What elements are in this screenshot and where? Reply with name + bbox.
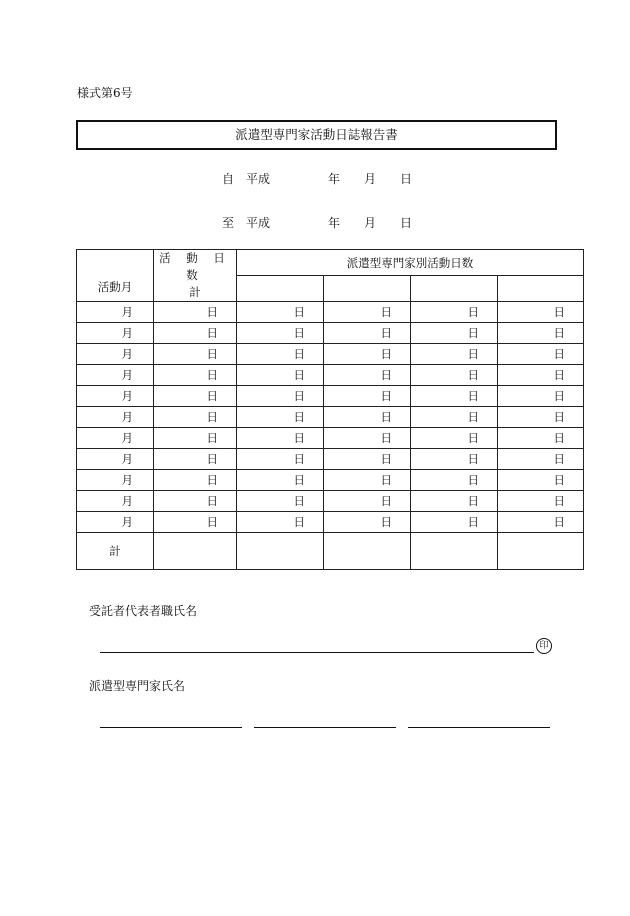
- period-from: [222, 170, 422, 186]
- expert-name-cell-1[interactable]: [237, 276, 324, 302]
- month-cell[interactable]: 月: [77, 365, 154, 386]
- expert-days-cell[interactable]: 日: [498, 449, 584, 470]
- expert-days-cell[interactable]: 日: [324, 491, 411, 512]
- expert-days-cell[interactable]: 日: [324, 512, 411, 533]
- expert-total-cell[interactable]: [237, 533, 324, 570]
- expert-days-cell[interactable]: 日: [324, 449, 411, 470]
- expert-days-cell[interactable]: 日: [498, 386, 584, 407]
- month-cell[interactable]: 月: [77, 407, 154, 428]
- table-row: [77, 512, 584, 533]
- expert-total-cell[interactable]: [324, 533, 411, 570]
- expert-name-cell-4[interactable]: [498, 276, 584, 302]
- total-days-cell[interactable]: 日: [154, 302, 237, 323]
- period-to-year-unit: 年: [328, 216, 341, 230]
- month-cell[interactable]: 月: [77, 344, 154, 365]
- period-from-day-unit: 日: [400, 172, 413, 186]
- expert-days-cell[interactable]: 日: [498, 512, 584, 533]
- table-row: [77, 407, 584, 428]
- expert-days-cell[interactable]: 日: [498, 407, 584, 428]
- period-from-year-unit: 年: [328, 172, 341, 186]
- expert-total-cell[interactable]: [411, 533, 498, 570]
- month-cell[interactable]: 月: [77, 491, 154, 512]
- total-days-cell[interactable]: 日: [154, 386, 237, 407]
- total-days-cell[interactable]: 日: [154, 491, 237, 512]
- expert-days-cell[interactable]: 日: [498, 365, 584, 386]
- total-row: [77, 533, 584, 570]
- month-cell[interactable]: 月: [77, 470, 154, 491]
- expert-days-cell[interactable]: 日: [498, 428, 584, 449]
- representative-signature-line[interactable]: [100, 652, 534, 653]
- table-row: [77, 302, 584, 323]
- expert-name-cell-3[interactable]: [411, 276, 498, 302]
- table-row: [77, 365, 584, 386]
- expert-total-cell[interactable]: [498, 533, 584, 570]
- total-days-cell[interactable]: 日: [154, 323, 237, 344]
- expert-days-cell[interactable]: 日: [411, 407, 498, 428]
- expert-days-cell[interactable]: 日: [411, 491, 498, 512]
- expert-name-cell-2[interactable]: [324, 276, 411, 302]
- total-days-cell[interactable]: 日: [154, 512, 237, 533]
- header-activity-month: 活動月: [77, 250, 154, 302]
- expert-days-cell[interactable]: 日: [411, 302, 498, 323]
- period-to-era: 平成: [246, 216, 271, 230]
- expert-days-cell[interactable]: 日: [237, 428, 324, 449]
- header-expert-days: 派遣型専門家別活動日数: [237, 250, 584, 276]
- header-total-days-line1: 活 動 日 数: [159, 251, 231, 282]
- expert-days-cell[interactable]: 日: [324, 428, 411, 449]
- period-to: [222, 214, 422, 230]
- month-cell[interactable]: 月: [77, 302, 154, 323]
- period-from-era: 平成: [246, 172, 271, 186]
- expert-days-cell[interactable]: 日: [237, 449, 324, 470]
- total-days-cell[interactable]: 日: [154, 470, 237, 491]
- expert-days-cell[interactable]: 日: [498, 491, 584, 512]
- expert-days-cell[interactable]: 日: [324, 470, 411, 491]
- expert-days-cell[interactable]: 日: [498, 323, 584, 344]
- expert-days-cell[interactable]: 日: [324, 302, 411, 323]
- header-total-days: [154, 250, 237, 302]
- expert-days-cell[interactable]: 日: [324, 323, 411, 344]
- expert-name-line-3[interactable]: [408, 727, 550, 728]
- expert-days-cell[interactable]: 日: [498, 302, 584, 323]
- table-row: [77, 323, 584, 344]
- table-row: [77, 449, 584, 470]
- total-days-cell[interactable]: 日: [154, 365, 237, 386]
- month-cell[interactable]: 月: [77, 323, 154, 344]
- expert-days-cell[interactable]: 日: [237, 302, 324, 323]
- expert-days-cell[interactable]: 日: [324, 407, 411, 428]
- representative-label: 受託者代表者職氏名: [89, 604, 198, 618]
- expert-days-cell[interactable]: 日: [237, 386, 324, 407]
- expert-name-line-1[interactable]: [100, 727, 242, 728]
- expert-name-line-2[interactable]: [254, 727, 396, 728]
- expert-name-label: 派遣型専門家氏名: [89, 679, 186, 693]
- total-days-cell[interactable]: 日: [154, 428, 237, 449]
- header-total-days-line2: 計: [189, 285, 201, 299]
- expert-days-cell[interactable]: 日: [411, 323, 498, 344]
- table-row: [77, 491, 584, 512]
- total-row-label: 計: [77, 533, 154, 570]
- expert-days-cell[interactable]: 日: [498, 470, 584, 491]
- table-row: [77, 470, 584, 491]
- expert-days-cell[interactable]: 日: [411, 428, 498, 449]
- month-cell[interactable]: 月: [77, 428, 154, 449]
- expert-days-cell[interactable]: 日: [411, 470, 498, 491]
- expert-days-cell[interactable]: 日: [237, 323, 324, 344]
- expert-days-cell[interactable]: 日: [237, 344, 324, 365]
- total-days-cell[interactable]: 日: [154, 407, 237, 428]
- expert-days-cell[interactable]: 日: [237, 407, 324, 428]
- expert-days-cell[interactable]: 日: [237, 512, 324, 533]
- table-row: [77, 386, 584, 407]
- expert-days-cell[interactable]: 日: [411, 386, 498, 407]
- period-to-prefix: 至: [222, 216, 235, 230]
- table-row: [77, 344, 584, 365]
- table-row: [77, 428, 584, 449]
- period-from-month-unit: 月: [364, 172, 377, 186]
- document-title: 派遣型専門家活動日誌報告書: [76, 120, 557, 150]
- total-days-cell[interactable]: 日: [154, 344, 237, 365]
- expert-days-cell[interactable]: 日: [237, 491, 324, 512]
- month-cell[interactable]: 月: [77, 512, 154, 533]
- total-days-cell[interactable]: 日: [154, 449, 237, 470]
- period-to-month-unit: 月: [364, 216, 377, 230]
- month-cell[interactable]: 月: [77, 449, 154, 470]
- period-from-prefix: 自: [222, 172, 235, 186]
- expert-days-cell[interactable]: 日: [411, 449, 498, 470]
- expert-days-cell[interactable]: 日: [411, 365, 498, 386]
- expert-days-cell[interactable]: 日: [237, 365, 324, 386]
- grand-total-cell[interactable]: [154, 533, 237, 570]
- expert-days-cell[interactable]: 日: [324, 365, 411, 386]
- expert-days-cell[interactable]: 日: [498, 344, 584, 365]
- period-to-day-unit: 日: [400, 216, 413, 230]
- expert-days-cell[interactable]: 日: [324, 344, 411, 365]
- activity-table: [76, 249, 584, 570]
- expert-days-cell[interactable]: 日: [411, 512, 498, 533]
- seal-mark: 印: [536, 638, 552, 654]
- expert-days-cell[interactable]: 日: [237, 470, 324, 491]
- month-cell[interactable]: 月: [77, 386, 154, 407]
- expert-days-cell[interactable]: 日: [411, 344, 498, 365]
- form-number: 様式第6号: [77, 86, 133, 100]
- expert-days-cell[interactable]: 日: [324, 386, 411, 407]
